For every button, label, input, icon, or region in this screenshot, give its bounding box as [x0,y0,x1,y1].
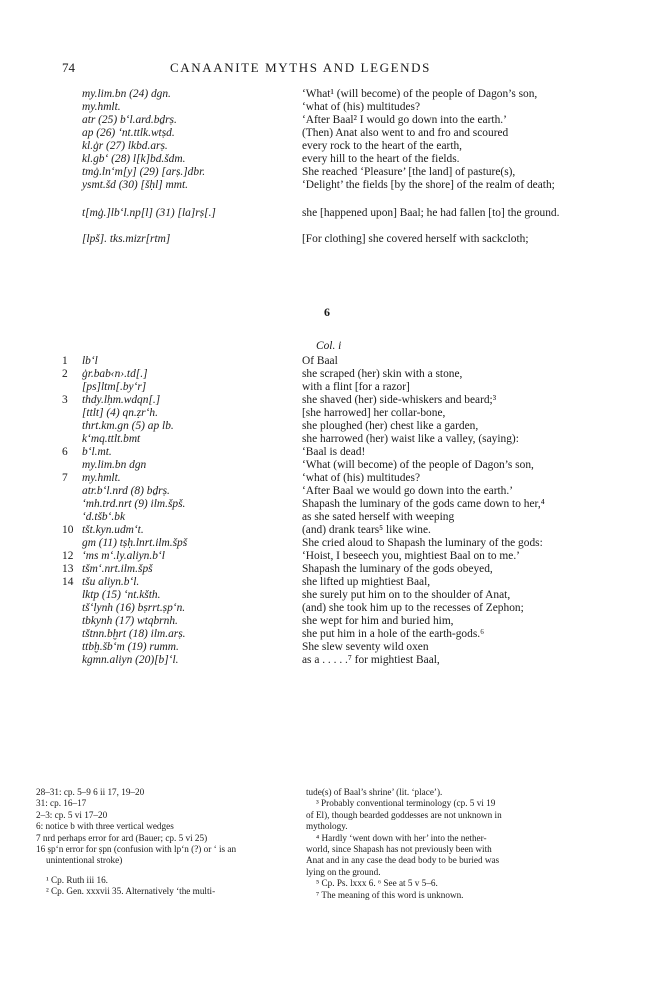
page-header [0,60,650,80]
ugaritic-text: ‘mh.trd.nrt (9) ilm.špš. [82,498,186,510]
ugaritic-text: b‘l.mt. [82,446,112,458]
english-translation: ‘what of (his) multitudes? [302,472,420,484]
running-head: CANAANITE MYTHS AND LEGENDS [170,60,431,75]
footnote-line: world, since Shapash has not previously been with [306,844,492,855]
footnote-line: of El), though bearded goddesses are not unknown in [306,809,502,820]
english-translation: ‘Delight’ the fields [by the shore] of the realm of death; [302,179,555,191]
ugaritic-text: [ttlt] (4) qn.ẓr‘h. [82,407,158,419]
english-translation: [For clothing] she covered herself with sackcloth; [302,233,529,245]
textual-note-line: 7 nrd perhaps error for ard (Bauer; cp. 5 vi 25) [36,832,208,843]
english-translation: she put him in a hole of the earth-gods.⁶ [302,628,485,640]
ugaritic-text: kgmn.aliyn (20)[b]‘l. [82,654,179,666]
english-translation: ‘What (will become) of the people of Dagon’s son, [302,459,534,471]
ugaritic-text: atr (25) b‘l.ard.bḏrṣ. [82,114,177,126]
ugaritic-text: ‘ms m‘.ly.aliyn.b‘l [82,550,165,562]
textual-note-line: 28–31: cp. 5–9 6 ii 17, 19–20 [36,787,145,797]
english-translation: as she sated herself with weeping [302,511,455,523]
page-number: 74 [62,60,75,75]
english-translation: she [happened upon] Baal; he had fallen [to] the ground. [302,207,560,219]
ugaritic-text: ‘d.tšb‘.bk [82,511,126,523]
line-number: 10 [62,524,74,536]
line-number: 3 [62,394,68,406]
ugaritic-text: lktp (15) ‘nt.kšth. [82,589,161,601]
english-translation: she ploughed (her) chest like a garden, [302,420,479,432]
ugaritic-text: [ps]ltm[.by‘r] [82,381,147,393]
english-translation: she harrowed (her) waist like a valley, (saying): [302,433,519,445]
ugaritic-text: tšm‘.nrt.ilm.špš [82,563,153,575]
english-translation: (and) drank tears⁵ like wine. [302,524,431,536]
ugaritic-text: kl.gb‘ (28) l[k]bd.šdm. [82,153,186,165]
ugaritic-text: atr.b‘l.nrd (8) bḏrṣ. [82,485,170,497]
english-translation: ‘After Baal² I would go down into the earth.’ [302,114,507,126]
ugaritic-text: my.hmlt. [82,472,121,484]
ugaritic-text: tštnn.bḫrt (18) ilm.arṣ. [82,628,186,640]
ugaritic-text: ġr.bab‹n›.td[.] [82,368,148,380]
ugaritic-text: tbkynh (17) wtqbrnh. [82,615,178,627]
textual-note-line: 2–3: cp. 5 vi 17–20 [36,809,108,820]
english-translation: Shapash the luminary of the gods obeyed, [302,563,493,575]
english-translation: She cried aloud to Shapash the luminary of the gods: [302,537,543,549]
line-number: 1 [62,355,68,367]
english-translation: she wept for him and buried him, [302,615,454,627]
footnote-line: ⁵ Cp. Ps. lxxx 6. ⁶ See at 5 v 5–6. [316,878,438,889]
english-translation: Shapash the luminary of the gods came down to her,⁴ [302,498,545,510]
footnote-line: ¹ Cp. Ruth iii 16. [46,874,108,885]
ugaritic-text: tmġ.ln‘m[y] (29) [arṣ.]dbr. [82,166,206,178]
line-number: 2 [62,368,68,380]
ugaritic-text: ap (26) ‘nt.ttlk.wtṣd. [82,127,175,139]
ugaritic-text: t[mġ.]lb‘l.np[l] (31) [la]rṣ[.] [82,207,216,219]
textual-note-line: 31: cp. 16–17 [36,798,87,809]
footnote-line: ⁴ Hardly ‘went down with her’ into the nether- [316,832,487,843]
footnote-line: ⁷ The meaning of this word is unknown. [316,889,464,900]
line-number: 6 [62,446,68,458]
english-translation: (and) she took him up to the recesses of Zephon; [302,602,524,614]
ugaritic-text: lb‘l [82,355,98,367]
ugaritic-text: my.hmlt. [82,101,121,113]
footnote-line: lying on the ground. [306,866,381,877]
ugaritic-text: kl.ġr (27) lkbd.arṣ. [82,140,168,152]
ugaritic-text: thdy.lḥm.wdqn[.] [82,394,161,406]
line-number: 14 [62,576,74,588]
english-translation: she surely put him on to the shoulder of Anat, [302,589,511,601]
ugaritic-text: gm (11) tṣḥ.lnrt.ilm.špš [82,537,188,549]
english-translation: ‘After Baal we would go down into the earth.’ [302,485,513,497]
english-translation: she scraped (her) skin with a stone, [302,368,463,380]
footnote-line: Anat and in any case the dead body to be buried was [306,855,500,866]
footnotes [306,787,596,901]
ugaritic-text: ysmt.šd (30) [šḥl] mmt. [82,179,188,191]
ugaritic-text: [lpš]. tks.mizr[rtm] [82,233,171,245]
ugaritic-text: tšu aliyn.b‘l. [82,576,140,588]
line-number: 12 [62,550,74,562]
footnote-line: ² Cp. Gen. xxxvii 35. Alternatively ‘the multi- [46,886,216,897]
ugaritic-text: k‘mq.ttlt.bmt [82,433,141,445]
ugaritic-text: tšt.kyn.udm‘t. [82,524,144,536]
english-translation: every rock to the heart of the earth, [302,140,463,152]
english-translation: She reached ‘Pleasure’ [the land] of pasture(s), [302,166,516,178]
ugaritic-text: my.lim.bn dgn [82,459,147,471]
line-number: 13 [62,563,74,575]
ugaritic-text: tš‘lynh (16) bṣrrt.ṣp‘n. [82,602,186,614]
english-translation: (Then) Anat also went to and fro and scoured [302,127,509,139]
footnote-line: tude(s) of Baal’s shrine’ (lit. ‘place’). [306,787,443,797]
english-translation: with a flint [for a razor] [302,381,410,393]
english-translation: [she harrowed] her collar-bone, [302,407,446,419]
ugaritic-text: my.lim.bn (24) dgn. [82,88,171,100]
english-translation: she shaved (her) side-whiskers and beard;³ [302,394,497,406]
english-translation: ‘what of (his) multitudes? [302,101,420,113]
textual-note-line: 6: notice b with three vertical wedges [36,821,174,832]
textual-notes [36,787,291,898]
english-translation: every hill to the heart of the fields. [302,153,460,165]
footnote-line: ³ Probably conventional terminology (cp. 5 vi 19 [316,798,496,809]
english-translation: ‘Baal is dead! [302,446,366,458]
ugaritic-text: thrt.km.gn (5) ap lb. [82,420,174,432]
english-translation: she lifted up mightiest Baal, [302,576,431,588]
ugaritic-text: ttbḫ.šb‘m (19) rumm. [82,641,179,653]
english-translation: as a . . . . .⁷ for mightiest Baal, [302,654,440,666]
section-number: 6 [324,305,330,319]
english-translation: She slew seventy wild oxen [302,641,429,653]
footnote-line: mythology. [306,821,348,832]
english-translation: Of Baal [302,355,338,367]
textual-note-line: 16 ṣp‘n error for ṣpn (confusion with lp‘n (?) or ‘ is an [36,844,237,855]
textual-note-line: unintentional stroke) [46,855,123,866]
line-number: 7 [62,472,68,484]
column-heading: Col. i [316,340,342,352]
english-translation: ‘Hoist, I beseech you, mightiest Baal on to me.’ [302,550,520,562]
english-translation: ‘What¹ (will become) of the people of Dagon’s son, [302,88,538,100]
